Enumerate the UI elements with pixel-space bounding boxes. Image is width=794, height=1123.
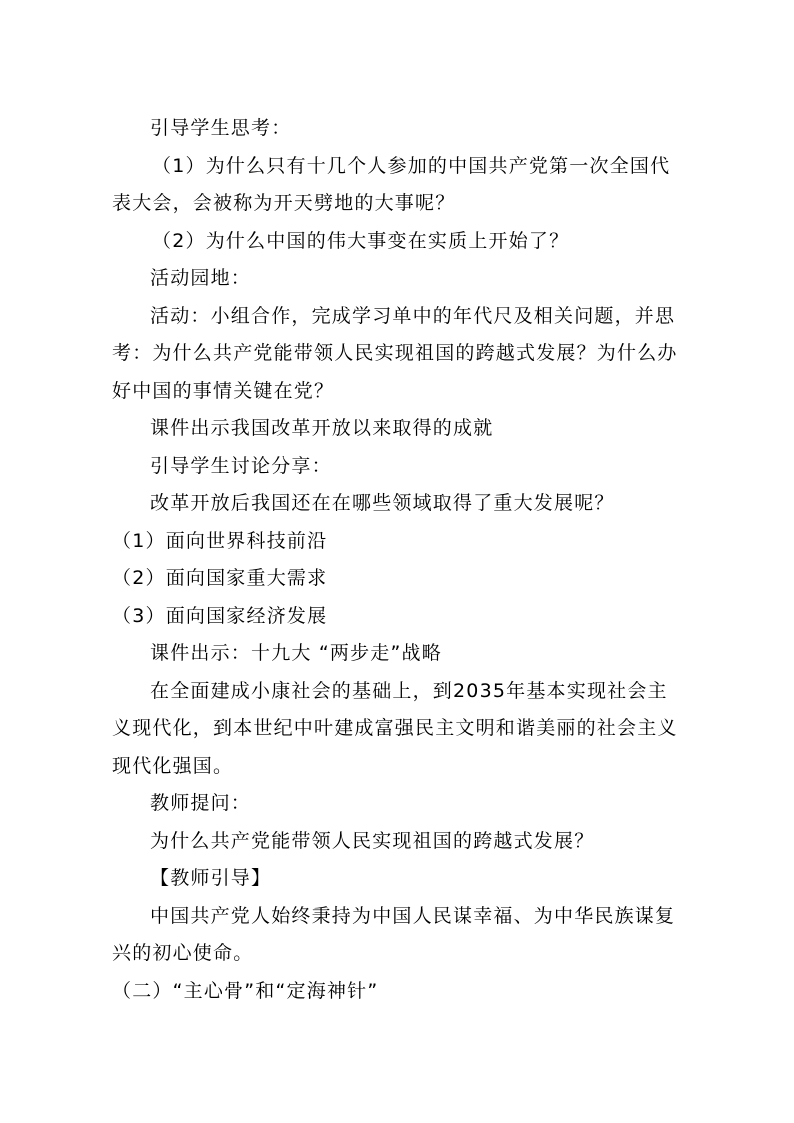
list-item-1: （1）面向世界科技前沿 — [112, 529, 328, 552]
paragraph-teacher-question-label: 教师提问： — [150, 792, 252, 814]
list-item-3: （3）面向国家经济发展 — [112, 604, 328, 627]
paragraph-teacher-guide-label: 【教师引导】 — [150, 867, 272, 889]
paragraph-courseware-strategy: 课件出示：十九大 “两步走”战略 — [150, 642, 442, 664]
list-item-2: （2）面向国家重大需求 — [112, 567, 328, 589]
section-heading-2: （二）“主心骨”和“定海神针” — [112, 979, 379, 1002]
paragraph-guide-thinking: 引导学生思考： — [150, 117, 292, 139]
paragraph-strategy-body: 在全面建成小康社会的基础上，到2035年基本实现社会主义现代化，到本世纪中叶建成富强民主文明和谐美丽的社会主义现代化强国。 — [112, 679, 678, 777]
paragraph-courseware-achievements: 课件出示我国改革开放以来取得的成就 — [150, 417, 494, 439]
paragraph-guide-discussion: 引导学生讨论分享： — [150, 454, 332, 477]
paragraph-question-2: （2）为什么中国的伟大事变在实质上开始了？ — [152, 229, 570, 252]
paragraph-activity-title: 活动园地： — [150, 267, 252, 289]
paragraph-discussion-question: 改革开放后我国还在在哪些领域取得了重大发展呢？ — [150, 492, 615, 514]
document-body — [112, 110, 682, 1010]
paragraph-teacher-question: 为什么共产党能带领人民实现祖国的跨越式发展？ — [150, 829, 595, 852]
paragraph-activity-body: 活动：小组合作，完成学习单中的年代尺及相关问题，并思考：为什么共产党能带领人民实现祖国的跨越式发展？为什么办好中国的事情关键在党？ — [112, 304, 678, 402]
paragraph-question-1: （1）为什么只有十几个人参加的中国共产党第一次全国代表大会，会被称为开天劈地的大事呢？ — [112, 154, 671, 214]
paragraph-teacher-guide-body: 中国共产党人始终秉持为中国人民谋幸福、为中华民族谋复兴的初心使命。 — [112, 904, 676, 964]
